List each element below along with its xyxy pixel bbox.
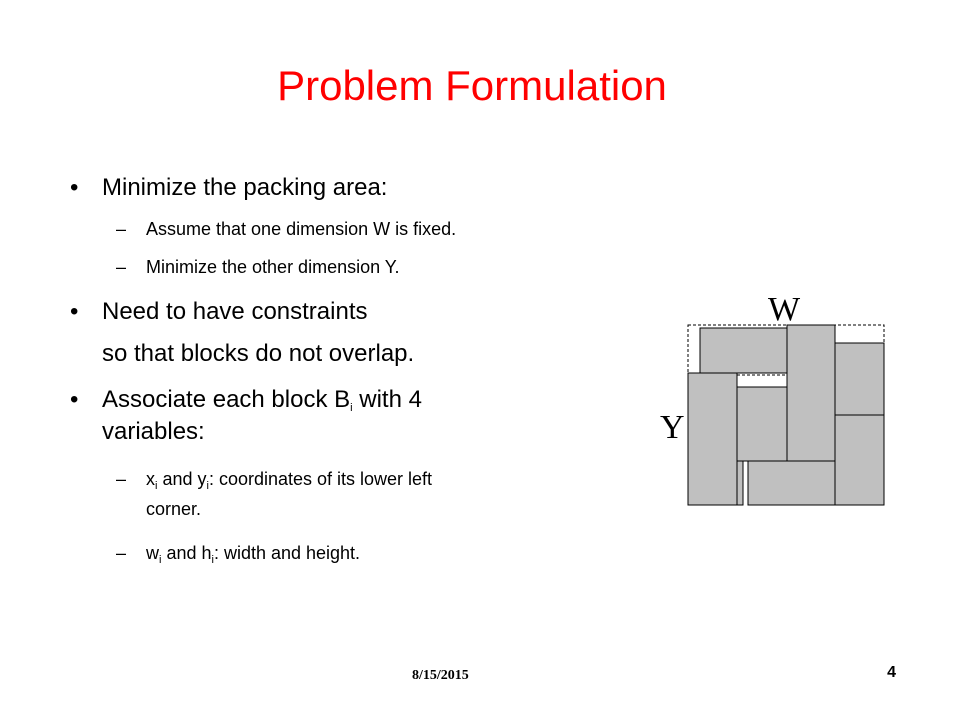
- width-label-w: W: [768, 291, 801, 328]
- bullet-text: Associate each block $B_i$ with 4: [102, 386, 422, 414]
- subbullet-text: Minimize the other dimension Y.: [146, 257, 400, 277]
- subbullet-dash: –: [116, 219, 127, 239]
- block: [737, 387, 787, 461]
- subbullet-text: $w_i$ and $h_i$: width and height.: [146, 543, 361, 566]
- height-label-y: Y: [660, 409, 685, 446]
- subbullet-continuation: corner.: [146, 499, 202, 519]
- bullet-dot: •: [70, 298, 79, 325]
- block: [835, 415, 884, 505]
- subbullet-text: $x_i$ and $y_i$: coordinates of its lower left: [146, 469, 433, 492]
- subbullet-dash: –: [116, 257, 127, 277]
- slide-title: Problem Formulation: [277, 62, 667, 109]
- block: [737, 461, 743, 505]
- subbullet-dash: –: [116, 469, 127, 489]
- block: [835, 343, 884, 415]
- blocks: [688, 325, 884, 505]
- bullet-dot: •: [70, 174, 79, 201]
- bullet-continuation: variables:: [102, 418, 205, 445]
- subbullet-text: Assume that one dimension W is fixed.: [146, 219, 457, 239]
- bullet-dot: •: [70, 386, 79, 413]
- subbullet-dash: –: [116, 543, 127, 563]
- bullet-text: Minimize the packing area:: [102, 174, 388, 201]
- page-number: 4: [887, 664, 896, 681]
- block: [700, 328, 790, 373]
- block: [748, 461, 835, 505]
- bullet-text: Need to have constraints: [102, 298, 368, 325]
- block: [787, 325, 835, 461]
- block: [688, 373, 737, 505]
- footer-date: 8/15/2015: [412, 668, 469, 683]
- bullet-continuation: so that blocks do not overlap.: [102, 340, 415, 367]
- block-packing-diagram: [660, 290, 900, 520]
